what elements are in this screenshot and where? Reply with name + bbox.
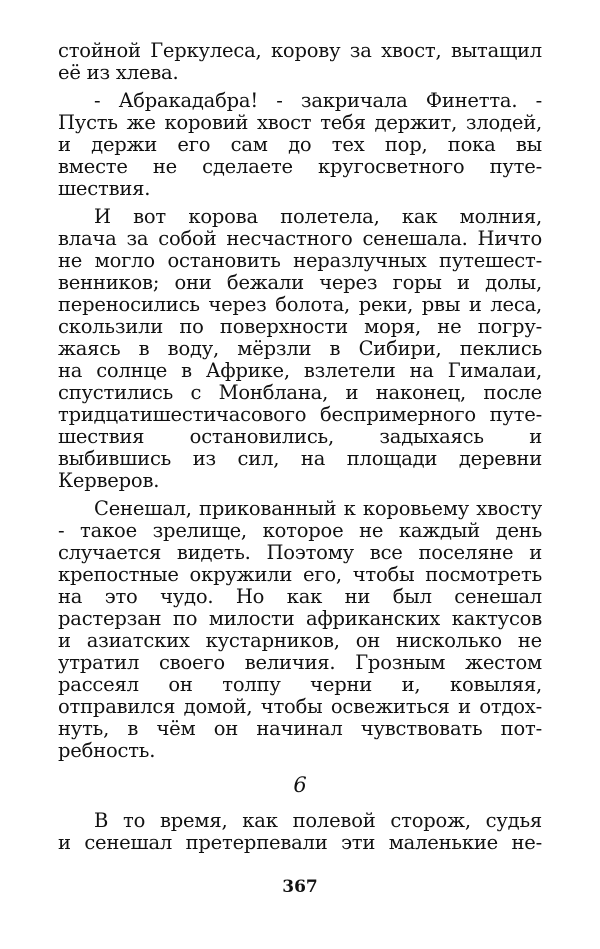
page-number: 367 — [282, 877, 318, 897]
text-line: Пусть же коровий хвост тебя держит, злодей, — [58, 112, 542, 134]
paragraph-1 — [58, 40, 542, 84]
text-line: не могло остановить неразлучных путешест- — [58, 250, 542, 272]
text-line: выбившись из сил, на площади деревни — [58, 448, 542, 470]
text-line: отправился домой, чтобы освежиться и отдох- — [58, 696, 542, 718]
text-line: шествия остановились, задыхаясь и — [58, 426, 542, 448]
text-line: венников; они бежали через горы и долы, — [58, 272, 542, 294]
text-line: её из хлева. — [58, 62, 179, 84]
text-line: В то время, как полевой сторож, судья — [94, 810, 542, 832]
text-line: Керверов. — [58, 470, 160, 492]
text-line: тридцатишестичасового беспримерного путе- — [58, 404, 542, 426]
paragraph-4 — [58, 498, 542, 762]
text-line: на солнце в Африке, взлетели на Гималаи, — [58, 360, 542, 382]
paragraph-5 — [58, 810, 542, 854]
text-line: переносились через болота, реки, рвы и леса, — [58, 294, 542, 316]
text-line: стойной Геркулеса, корову за хвост, вытащил — [58, 40, 542, 62]
text-line: Сенешал, прикованный к коровьему хвосту — [94, 498, 542, 520]
text-line: ребность. — [58, 740, 156, 762]
text-line: спустились с Монблана, и наконец, после — [58, 382, 542, 404]
text-line: на это чудо. Но как ни был сенешал — [58, 586, 542, 608]
text-line: утратил своего величия. Грозным жестом — [58, 652, 542, 674]
text-line: растерзан по милости африканских кактусов — [58, 608, 542, 630]
page-text — [58, 40, 542, 854]
text-line: - Абракадабра! - закричала Финетта. - — [94, 90, 542, 112]
text-line: нуть, в чём он начинал чувствовать пот- — [58, 718, 542, 740]
text-line: скользили по поверхности моря, не погру- — [58, 316, 542, 338]
paragraph-2 — [58, 90, 542, 200]
text-line: шествия. — [58, 178, 151, 200]
text-line: случается видеть. Поэтому все поселяне и — [58, 542, 542, 564]
paragraph-3 — [58, 206, 542, 492]
text-line: - такое зрелище, которое не каждый день — [58, 520, 542, 542]
text-line: и держи его сам до тех пор, пока вы — [58, 134, 542, 156]
text-line: крепостные окружили его, чтобы посмотреть — [58, 564, 542, 586]
text-line: вместе не сделаете кругосветного путе- — [58, 156, 542, 178]
text-line: и азиатских кустарников, он нисколько не — [58, 630, 542, 652]
text-line: И вот корова полетела, как молния, — [94, 206, 542, 228]
text-line: жаясь в воду, мёрзли в Сибири, пеклись — [58, 338, 542, 360]
text-line: рассеял он толпу черни и, ковыляя, — [58, 674, 542, 696]
text-line: влача за собой несчастного сенешала. Ничто — [58, 228, 542, 250]
section-number: 6 — [293, 773, 307, 797]
text-line: и сенешал претерпевали эти маленькие не- — [58, 832, 542, 854]
